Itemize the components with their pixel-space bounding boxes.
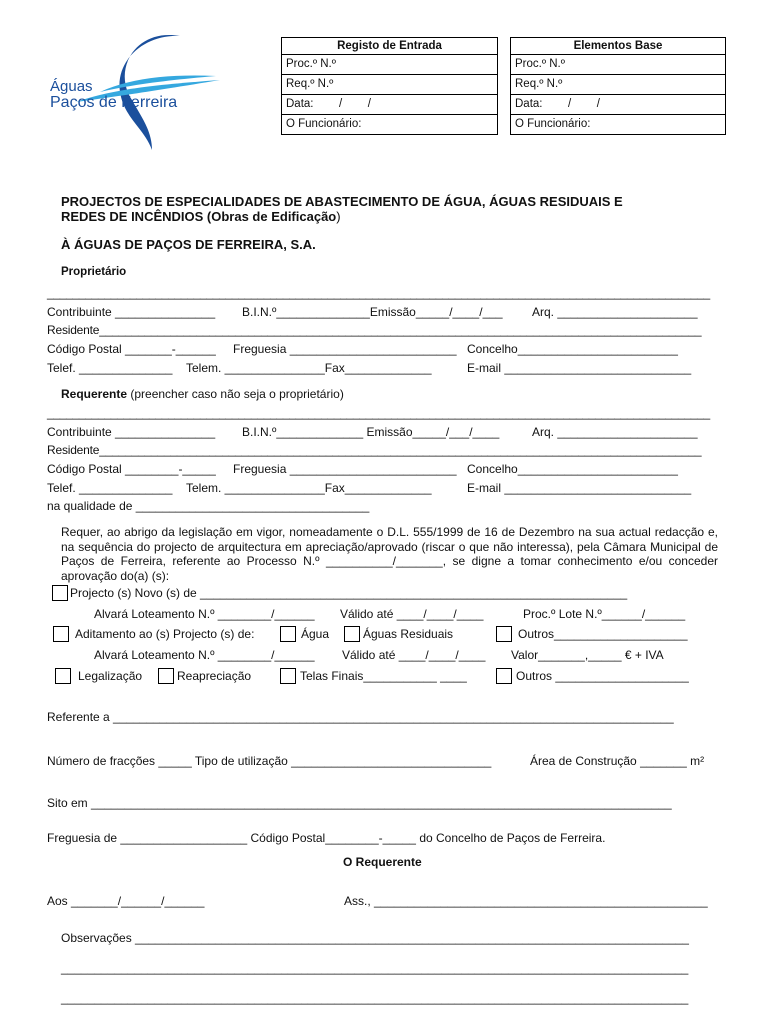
proprietario-freguesia[interactable]: Freguesia _________________________ bbox=[233, 342, 457, 356]
fraccoes-tipo-field[interactable]: Número de fracções _____ Tipo de utilização ______________________________ bbox=[47, 754, 492, 768]
reapreciacao-checkbox[interactable] bbox=[158, 668, 174, 684]
page-title-line1: PROJECTOS DE ESPECIALIDADES DE ABASTECIMENTO DE ÁGUA, ÁGUAS RESIDUAIS E bbox=[61, 194, 623, 209]
elementos-proc-field[interactable]: Proc.º N.º bbox=[511, 55, 725, 75]
proprietario-contribuinte[interactable]: Contribuinte _______________ bbox=[47, 305, 216, 319]
registo-entrada-title: Registo de Entrada bbox=[282, 38, 497, 55]
alvara-loteamento-2[interactable]: Alvará Loteamento N.º ________/______ bbox=[94, 648, 315, 662]
projecto-novo-label[interactable]: Projecto (s) Novo (s) de ________________________________________________________________ bbox=[70, 586, 628, 600]
elementos-req-field[interactable]: Req.º N.º bbox=[511, 75, 725, 95]
valor-field[interactable]: Valor_______,_____ € + IVA bbox=[511, 648, 664, 662]
requerente-name-line[interactable]: ________________________________________________________________________________________________________ bbox=[47, 406, 710, 420]
outros-2-checkbox[interactable] bbox=[496, 668, 512, 684]
requerente-email[interactable]: E-mail ____________________________ bbox=[467, 481, 692, 495]
page-title-line2-text: REDES DE INCÊNDIOS (Obras de Edificação bbox=[61, 209, 337, 224]
legalizacao-checkbox[interactable] bbox=[55, 668, 71, 684]
requerente-label-text: Requerente bbox=[61, 387, 128, 401]
proprietario-arq[interactable]: Arq. _____________________ bbox=[532, 305, 698, 319]
requerente-bi[interactable]: B.I.N.º_____________ Emissão_____/___/____ bbox=[242, 425, 500, 439]
page-title-line2-end: ) bbox=[336, 209, 341, 224]
area-construcao-text: Área de Construção _______ m² bbox=[530, 754, 705, 768]
requerente-note: (preencher caso não seja o proprietário) bbox=[127, 387, 344, 401]
telas-finais-checkbox[interactable] bbox=[280, 668, 296, 684]
outros-1-checkbox[interactable] bbox=[496, 626, 512, 642]
proprietario-telem-fax[interactable]: Telem. _______________Fax_____________ bbox=[186, 361, 432, 375]
valido-ate-1[interactable]: Válido até ____/____/____ bbox=[340, 607, 484, 621]
observacoes-line-2[interactable]: ______________________________________________________________________________________________ bbox=[61, 961, 689, 975]
observacoes-line-3[interactable]: ______________________________________________________________________________________________ bbox=[61, 991, 689, 1005]
registo-proc-field[interactable]: Proc.º N.º bbox=[282, 55, 497, 75]
requerente-contribuinte[interactable]: Contribuinte _______________ bbox=[47, 425, 216, 439]
referente-field[interactable]: Referente a ____________________________________________________________________________________ bbox=[47, 710, 674, 724]
page-title-line2 bbox=[61, 209, 341, 224]
proprietario-telef[interactable]: Telef. ______________ bbox=[47, 361, 173, 375]
aguas-residuais-checkbox[interactable] bbox=[344, 626, 360, 642]
assinatura-field[interactable]: Ass., __________________________________________________ bbox=[344, 894, 708, 908]
logo bbox=[40, 30, 230, 155]
elementos-base-box bbox=[510, 37, 726, 135]
aditamento-label: Aditamento ao (s) Projecto (s) de: bbox=[75, 627, 255, 641]
registo-funcionario-field[interactable]: O Funcionário: bbox=[286, 118, 362, 130]
freguesia-codigo-field[interactable]: Freguesia de ___________________ Código Postal________-_____ do Concelho de Paços de Ferreira. bbox=[47, 831, 606, 845]
outros-1-label[interactable]: Outros____________________ bbox=[518, 627, 688, 641]
aditamento-checkbox[interactable] bbox=[53, 626, 69, 642]
proprietario-bi[interactable]: B.I.N.º______________Emissão_____/____/___ bbox=[242, 305, 503, 319]
requerente-telef[interactable]: Telef. ______________ bbox=[47, 481, 173, 495]
agua-checkbox[interactable] bbox=[280, 626, 296, 642]
aos-date-field[interactable]: Aos _______/______/______ bbox=[47, 894, 205, 908]
requerente-residente[interactable]: Residente_____________________________________________________________________________________________ bbox=[47, 443, 702, 457]
registo-data-field[interactable]: Data: / / bbox=[282, 95, 497, 115]
registo-entrada-box bbox=[281, 37, 498, 135]
requerente-label bbox=[61, 387, 344, 401]
area-construcao-field[interactable] bbox=[530, 754, 704, 768]
requerente-codigo-postal[interactable]: Código Postal ________-_____ bbox=[47, 462, 216, 476]
elementos-data-field[interactable]: Data: / / bbox=[511, 95, 725, 115]
registo-req-field[interactable]: Req.º N.º bbox=[282, 75, 497, 95]
proprietario-email[interactable]: E-mail ____________________________ bbox=[467, 361, 692, 375]
request-paragraph: Requer, ao abrigo da legislação em vigor, nomeadamente o D.L. 555/1999 de 16 de Dezembro na sua actual redacção e, na sequência do projecto de arquitectura em apreciação/aprovado (riscar o que não interessa), pela Câmara Municipal de Paços de Ferreira, referente ao Processo N.º __________/_______, se digne a tomar conhecimento e/ou conceder aprovação do(a) (s): bbox=[61, 525, 718, 583]
observacoes-field[interactable]: Observações ___________________________________________________________________________________ bbox=[61, 931, 689, 945]
alvara-loteamento-1[interactable]: Alvará Loteamento N.º ________/______ bbox=[94, 607, 315, 621]
elementos-funcionario-field[interactable]: O Funcionário: bbox=[515, 118, 591, 130]
proprietario-residente[interactable]: Residente_____________________________________________________________________________________________ bbox=[47, 323, 702, 337]
aguas-residuais-label: Águas Residuais bbox=[363, 627, 454, 641]
requerente-freguesia[interactable]: Freguesia _________________________ bbox=[233, 462, 457, 476]
requerente-qualidade[interactable]: na qualidade de ___________________________________ bbox=[47, 499, 370, 513]
o-requerente-label: O Requerente bbox=[343, 855, 422, 869]
legalizacao-label: Legalização bbox=[78, 669, 143, 683]
requerente-concelho[interactable]: Concelho________________________ bbox=[467, 462, 678, 476]
valido-ate-2[interactable]: Válido até ____/____/____ bbox=[342, 648, 486, 662]
requerente-arq[interactable]: Arq. _____________________ bbox=[532, 425, 698, 439]
addressee: À ÁGUAS DE PAÇOS DE FERREIRA, S.A. bbox=[61, 237, 316, 252]
agua-label: Água bbox=[301, 627, 330, 641]
proc-lote[interactable]: Proc.º Lote N.º______/______ bbox=[523, 607, 686, 621]
telas-finais-label[interactable]: Telas Finais___________ ____ bbox=[300, 669, 467, 683]
logo-line1: Águas bbox=[50, 78, 93, 95]
sito-field[interactable]: Sito em _______________________________________________________________________________________ bbox=[47, 796, 672, 810]
proprietario-codigo-postal[interactable]: Código Postal _______-______ bbox=[47, 342, 216, 356]
reapreciacao-label: Reapreciação bbox=[177, 669, 252, 683]
proprietario-name-line[interactable]: ________________________________________________________________________________________________________ bbox=[47, 286, 710, 300]
outros-2-label[interactable]: Outros ____________________ bbox=[516, 669, 689, 683]
elementos-base-title: Elementos Base bbox=[511, 38, 725, 55]
proprietario-concelho[interactable]: Concelho________________________ bbox=[467, 342, 678, 356]
logo-line2: Paços de Ferreira bbox=[50, 94, 178, 111]
projecto-novo-checkbox[interactable] bbox=[52, 585, 68, 601]
proprietario-label: Proprietário bbox=[61, 266, 127, 278]
requerente-telem-fax[interactable]: Telem. _______________Fax_____________ bbox=[186, 481, 432, 495]
